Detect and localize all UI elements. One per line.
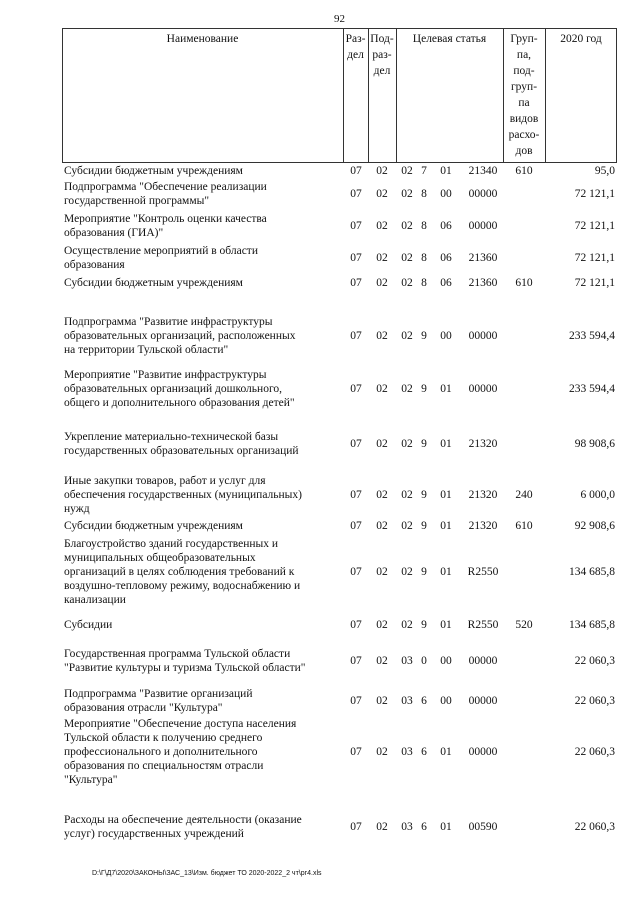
podrazdel-cell: 02: [376, 695, 388, 707]
podrazdel-cell: 02: [376, 821, 388, 833]
target-event-cell: 01: [440, 165, 452, 177]
razdel-cell: 07: [350, 655, 362, 667]
target-direction-cell: 21360: [468, 277, 498, 289]
podrazdel-cell: 02: [376, 566, 388, 578]
table-row: [0, 244, 640, 272]
amount-cell: 92 908,6: [574, 520, 615, 532]
podrazdel-cell: 02: [376, 520, 388, 532]
table-row: [0, 315, 640, 357]
expense-type-cell: 610: [515, 277, 533, 289]
header-name: Наименование: [166, 33, 239, 45]
target-subprogram-cell: 6: [421, 821, 427, 833]
file-path-footer: D:\Г\Д7\2020\ЗАКОНЫ\ЗАС_13\Изм. бюджет ТО 2020-2022_2 чт\рг4.xls: [92, 870, 322, 877]
row-name: Подпрограмма "Развитие инфраструктуры образовательных организаций, расположенных на территории Тульской области": [64, 316, 296, 356]
target-program-cell: 02: [401, 520, 413, 532]
target-direction-cell: 00000: [468, 655, 498, 667]
podrazdel-cell: 02: [376, 165, 388, 177]
target-subprogram-cell: 9: [421, 489, 427, 501]
razdel-cell: 07: [350, 520, 362, 532]
amount-cell: 72 121,1: [574, 188, 615, 200]
amount-cell: 22 060,3: [574, 655, 615, 667]
row-name: Подпрограмма "Обеспечение реализации государственной программы": [64, 181, 267, 207]
row-name: Иные закупки товаров, работ и услуг для обеспечения государственных (муниципальных) нужд: [64, 475, 302, 515]
header-divider: [545, 28, 546, 163]
target-program-cell: 03: [401, 821, 413, 833]
target-event-cell: 01: [440, 746, 452, 758]
row-name: Подпрограмма "Развитие организаций образования отрасли "Культура": [64, 688, 253, 714]
target-direction-cell: 21340: [468, 165, 498, 177]
target-event-cell: 06: [440, 220, 452, 232]
razdel-cell: 07: [350, 821, 362, 833]
podrazdel-cell: 02: [376, 330, 388, 342]
target-direction-cell: 21360: [468, 252, 498, 264]
amount-cell: 98 908,6: [574, 438, 615, 450]
target-event-cell: 06: [440, 277, 452, 289]
podrazdel-cell: 02: [376, 489, 388, 501]
razdel-cell: 07: [350, 252, 362, 264]
target-program-cell: 02: [401, 165, 413, 177]
expense-type-cell: 240: [515, 489, 533, 501]
razdel-cell: 07: [350, 619, 362, 631]
target-subprogram-cell: 8: [421, 188, 427, 200]
row-name: Мероприятие "Обеспечение доступа населения Тульской области к получению среднего профессионального и дополнительного образования по специальностям отрасли "Культура": [64, 718, 297, 786]
target-program-cell: 02: [401, 438, 413, 450]
target-program-cell: 02: [401, 188, 413, 200]
table-row: [0, 164, 640, 178]
podrazdel-cell: 02: [376, 655, 388, 667]
table-row: [0, 618, 640, 632]
target-subprogram-cell: 9: [421, 619, 427, 631]
podrazdel-cell: 02: [376, 188, 388, 200]
target-direction-cell: 00000: [468, 188, 498, 200]
amount-cell: 22 060,3: [574, 821, 615, 833]
amount-cell: 72 121,1: [574, 277, 615, 289]
table-row: [0, 717, 640, 787]
razdel-cell: 07: [350, 330, 362, 342]
target-subprogram-cell: 9: [421, 383, 427, 395]
razdel-cell: 07: [350, 489, 362, 501]
target-program-cell: 03: [401, 695, 413, 707]
amount-cell: 95,0: [594, 165, 615, 177]
header-divider: [396, 28, 397, 163]
header-target: Целевая статья: [412, 33, 487, 45]
razdel-cell: 07: [350, 165, 362, 177]
table-row: [0, 180, 640, 208]
target-program-cell: 03: [401, 746, 413, 758]
razdel-cell: 07: [350, 188, 362, 200]
target-event-cell: 01: [440, 520, 452, 532]
podrazdel-cell: 02: [376, 383, 388, 395]
row-name: Мероприятие "Контроль оценки качества образования (ГИА)": [64, 213, 267, 239]
target-direction-cell: R2550: [467, 619, 499, 631]
target-subprogram-cell: 0: [421, 655, 427, 667]
target-subprogram-cell: 8: [421, 252, 427, 264]
row-name: Укрепление материально-технической базы государственных образовательных организаций: [64, 431, 299, 457]
row-name: Благоустройство зданий государственных и муниципальных общеобразовательных организаций в целях соблюдения требований к воздушно-тепловому режиму, водоснабжению и канализации: [64, 538, 301, 606]
target-subprogram-cell: 7: [421, 165, 427, 177]
target-program-cell: 03: [401, 655, 413, 667]
row-name: Расходы на обеспечение деятельности (оказание услуг) государственных учреждений: [64, 814, 302, 840]
target-event-cell: 06: [440, 252, 452, 264]
target-subprogram-cell: 6: [421, 695, 427, 707]
target-program-cell: 02: [401, 277, 413, 289]
target-direction-cell: 00000: [468, 746, 498, 758]
razdel-cell: 07: [350, 746, 362, 758]
amount-cell: 233 594,4: [569, 383, 615, 395]
header-podrazdel: Под- раз- дел: [370, 33, 394, 77]
target-subprogram-cell: 9: [421, 438, 427, 450]
table-row: [0, 368, 640, 410]
target-event-cell: 00: [440, 330, 452, 342]
razdel-cell: 07: [350, 277, 362, 289]
table-row: [0, 212, 640, 240]
row-name: Осуществление мероприятий в области образования: [64, 245, 258, 271]
podrazdel-cell: 02: [376, 438, 388, 450]
target-direction-cell: R2550: [467, 566, 499, 578]
expense-type-cell: 520: [515, 619, 533, 631]
table-row: [0, 430, 640, 458]
target-direction-cell: 00000: [468, 695, 498, 707]
table-row: [0, 474, 640, 516]
header-year: 2020 год: [560, 33, 602, 45]
target-subprogram-cell: 9: [421, 566, 427, 578]
target-event-cell: 01: [440, 383, 452, 395]
target-direction-cell: 00000: [468, 383, 498, 395]
target-direction-cell: 21320: [468, 438, 498, 450]
razdel-cell: 07: [350, 438, 362, 450]
amount-cell: 22 060,3: [574, 695, 615, 707]
target-program-cell: 02: [401, 619, 413, 631]
target-event-cell: 01: [440, 619, 452, 631]
target-event-cell: 01: [440, 821, 452, 833]
expense-type-cell: 610: [515, 165, 533, 177]
podrazdel-cell: 02: [376, 220, 388, 232]
row-name: Субсидии бюджетным учреждениям: [64, 277, 243, 289]
row-name: Мероприятие "Развитие инфраструктуры образовательных организаций дошкольного, общего и дополнительного образования детей": [64, 369, 295, 409]
podrazdel-cell: 02: [376, 746, 388, 758]
row-name: Субсидии: [64, 619, 113, 631]
target-direction-cell: 21320: [468, 489, 498, 501]
row-name: Субсидии бюджетным учреждениям: [64, 165, 243, 177]
table-row: [0, 519, 640, 533]
target-program-cell: 02: [401, 383, 413, 395]
table-row: [0, 647, 640, 675]
razdel-cell: 07: [350, 383, 362, 395]
target-direction-cell: 00590: [468, 821, 498, 833]
podrazdel-cell: 02: [376, 252, 388, 264]
target-program-cell: 02: [401, 330, 413, 342]
target-program-cell: 02: [401, 220, 413, 232]
target-event-cell: 00: [440, 188, 452, 200]
target-subprogram-cell: 6: [421, 746, 427, 758]
page-number: 92: [334, 13, 345, 25]
target-direction-cell: 21320: [468, 520, 498, 532]
podrazdel-cell: 02: [376, 277, 388, 289]
table-row: [0, 537, 640, 607]
amount-cell: 134 685,8: [569, 619, 615, 631]
target-event-cell: 01: [440, 566, 452, 578]
podrazdel-cell: 02: [376, 619, 388, 631]
razdel-cell: 07: [350, 220, 362, 232]
header-razdel: Раз- дел: [345, 33, 366, 61]
amount-cell: 22 060,3: [574, 746, 615, 758]
razdel-cell: 07: [350, 695, 362, 707]
target-subprogram-cell: 9: [421, 330, 427, 342]
target-direction-cell: 00000: [468, 220, 498, 232]
target-event-cell: 00: [440, 695, 452, 707]
target-subprogram-cell: 9: [421, 520, 427, 532]
row-name: Государственная программа Тульской области "Развитие культуры и туризма Тульской области": [64, 648, 306, 674]
amount-cell: 134 685,8: [569, 566, 615, 578]
target-program-cell: 02: [401, 566, 413, 578]
table-row: [0, 687, 640, 715]
amount-cell: 72 121,1: [574, 252, 615, 264]
table-row: [0, 813, 640, 841]
target-subprogram-cell: 8: [421, 220, 427, 232]
razdel-cell: 07: [350, 566, 362, 578]
target-subprogram-cell: 8: [421, 277, 427, 289]
target-program-cell: 02: [401, 252, 413, 264]
target-direction-cell: 00000: [468, 330, 498, 342]
target-event-cell: 01: [440, 489, 452, 501]
amount-cell: 233 594,4: [569, 330, 615, 342]
amount-cell: 72 121,1: [574, 220, 615, 232]
expense-type-cell: 610: [515, 520, 533, 532]
table-row: [0, 276, 640, 290]
header-group: Груп- па, под- груп- па видов расхо- дов: [508, 33, 540, 157]
target-event-cell: 01: [440, 438, 452, 450]
amount-cell: 6 000,0: [580, 489, 615, 501]
target-event-cell: 00: [440, 655, 452, 667]
target-program-cell: 02: [401, 489, 413, 501]
row-name: Субсидии бюджетным учреждениям: [64, 520, 243, 532]
